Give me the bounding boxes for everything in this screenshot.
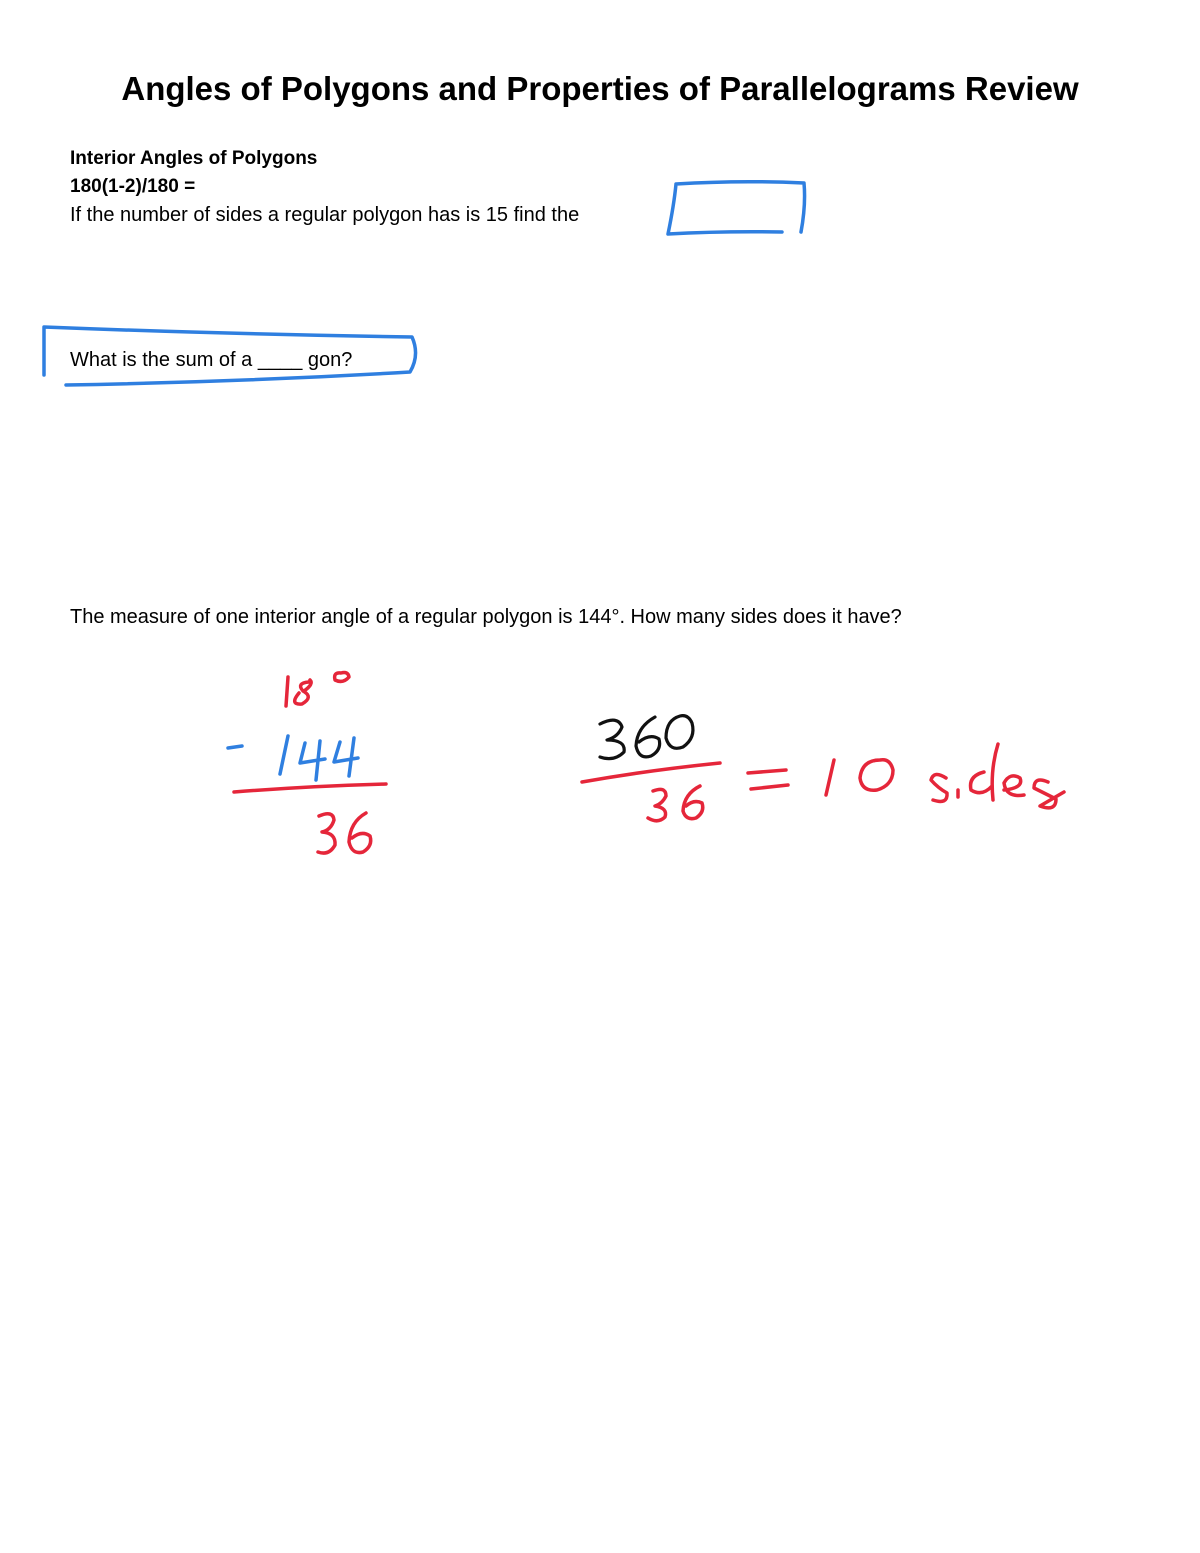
handwritten-subtraction [228,673,386,854]
handwritten-sides [931,744,1064,808]
handwritten-division [582,716,1064,821]
section-heading: Interior Angles of Polygons [70,148,318,169]
handwritten-36-result [318,813,371,853]
blue-box-blank-answer [668,182,805,234]
handwritten-10 [826,760,893,795]
handwritten-180 [286,673,349,707]
question-sum-gon: What is the sum of a ____ gon? [70,349,353,371]
handwritten-36-denominator [648,786,703,821]
handwritten-144 [280,736,358,780]
handwritten-minus-sign [228,746,242,748]
division-bar [582,763,720,782]
formula-line: 180(1-2)/180 = [70,176,196,197]
handwritten-equals [748,770,788,789]
page-title: Angles of Polygons and Properties of Parallelograms Review [121,70,1079,107]
handwritten-360 [600,716,693,759]
subtraction-underline [234,784,386,792]
question-15-sides: If the number of sides a regular polygon has is 15 find the [70,204,580,226]
question-interior-angle: The measure of one interior angle of a regular polygon is 144°. How many sides does it have? [70,606,902,628]
